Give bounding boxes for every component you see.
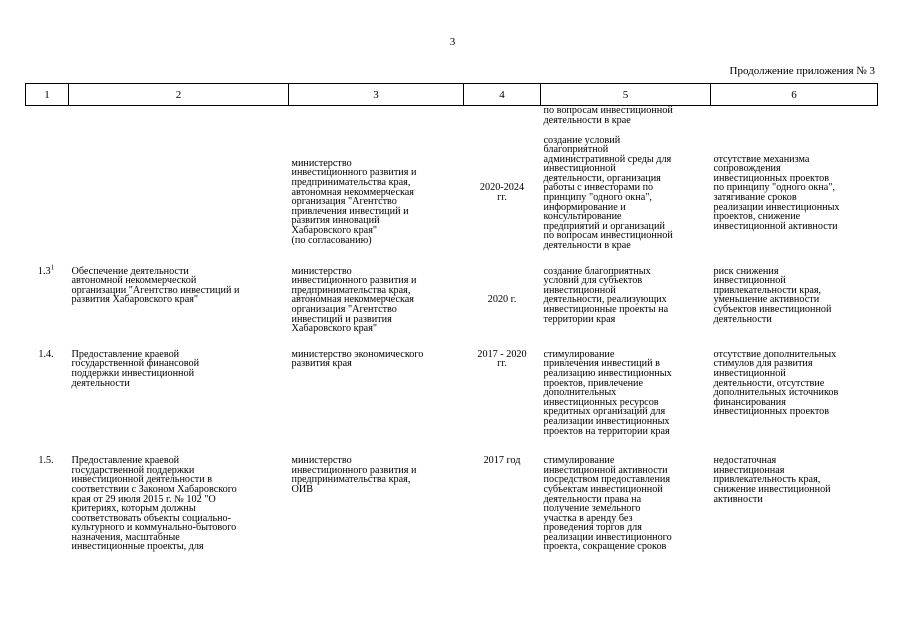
row-number xyxy=(26,263,69,334)
table-header-row xyxy=(26,84,878,106)
row-number xyxy=(26,136,69,251)
implementation-period: 2020 г. xyxy=(487,294,517,306)
implementation-period: 2017 год xyxy=(483,455,521,467)
column-header-2: 2 xyxy=(69,84,289,106)
implementation-period xyxy=(464,106,541,136)
table-row xyxy=(26,267,878,334)
responsible-executor xyxy=(289,106,464,136)
column-header-1: 1 xyxy=(26,84,69,106)
responsible-executor: министерство инвестиционного развития и предпринимательства края, ОИВ xyxy=(291,455,417,495)
measure-name: Обеспечение деятельности автономной некоммерческой организации "Агентство инвестиций и развития Хабаровского края" xyxy=(71,265,240,306)
measure-name xyxy=(69,106,289,136)
row-number: 1.4. xyxy=(38,348,54,360)
expected-result: стимулирование привлечения инвестиций в реализацию инвестиционных проектов, привлечение дополнительных инвестиционных ресурсов кредитных организаций для реализации инвестиционных проектов на территории края xyxy=(543,348,672,437)
measure-name xyxy=(69,136,289,251)
measure-name: Предоставление краевой государственной финансовой поддержки инвестиционной деятельности xyxy=(71,348,200,389)
row-number: 1.5. xyxy=(38,455,54,467)
expected-result: создание условий благоприятной административной среды для инвестиционной деятельности, организация работы с инвесторами по принципу "одного окна", информирование и консультирование предприятий и организаций по вопросам инвестиционной деятельности в крае xyxy=(543,134,673,252)
table-row xyxy=(26,136,878,251)
responsible-executor: министерство инвестиционного развития и предпринимательства края, автономная некоммерческая организация "Агентство инвестиций и развития Хабаровского края" xyxy=(291,265,417,335)
row-number-superscript: 1 xyxy=(50,263,55,272)
expected-result: создание благоприятных условий для субъектов инвестиционной деятельности, реализующих инвестиционные проекты на территории края xyxy=(543,265,669,325)
column-header-3: 3 xyxy=(289,84,464,106)
implementation-period: 2017 - 2020 гг. xyxy=(477,348,527,370)
row-number xyxy=(26,106,69,136)
measure-name: Предоставление краевой государственной поддержки инвестиционной деятельности в соответствии с Законом Хабаровского края от 29 июля 2015 г. № 102 "О критериях, которым должны соответствовать объекты социально- культурного и коммунально-бытового назначения, масштабные инвестиционные проекты, для xyxy=(71,455,237,553)
table-row xyxy=(26,106,878,136)
table-row xyxy=(26,456,878,552)
table-row xyxy=(26,350,878,436)
page-number: 3 xyxy=(449,36,456,48)
column-header-5: 5 xyxy=(541,84,711,106)
non-implementation-consequences: риск снижения инвестиционной привлекательности края, уменьшение активности субъектов инвестиционной деятельности xyxy=(713,265,832,325)
non-implementation-consequences xyxy=(711,106,878,136)
continuation-note: Продолжение приложения № 3 xyxy=(729,65,875,77)
non-implementation-consequences: недостаточная инвестиционная привлекательность края, снижение инвестиционной активности xyxy=(713,455,831,505)
measures-table xyxy=(25,83,878,552)
column-header-6: 6 xyxy=(711,84,878,106)
row-number-text: 1.3 xyxy=(37,265,51,277)
non-implementation-consequences: отсутствие дополнительных стимулов для развития инвестиционной деятельности, отсутствие дополнительных источников финансирования инвестиционных проектов xyxy=(713,348,839,418)
column-header-4: 4 xyxy=(464,84,541,106)
responsible-executor: министерство экономического развития края xyxy=(291,348,424,370)
expected-result: по вопросам инвестиционной деятельности в крае xyxy=(543,105,673,126)
responsible-executor: министерство инвестиционного развития и предпринимательства края, автономная некоммерческая организация "Агентство привлечения инвестиций и развития инноваций Хабаровского края" (по согласованию) xyxy=(291,157,417,246)
non-implementation-consequences: отсутствие механизма сопровождения инвестиционных проектов по принципу "одного окна", затягивание сроков реализации инвестиционных проектов, снижение инвестиционной активности xyxy=(713,153,840,232)
implementation-period: 2020-2024 гг. xyxy=(479,182,525,204)
expected-result: стимулирование инвестиционной активности посредством предоставления субъектам инвестиционной деятельности права на получение земельного участка в аренду без проведения торгов для реализации инвестиционного проекта, сокращение сроков xyxy=(543,455,672,553)
